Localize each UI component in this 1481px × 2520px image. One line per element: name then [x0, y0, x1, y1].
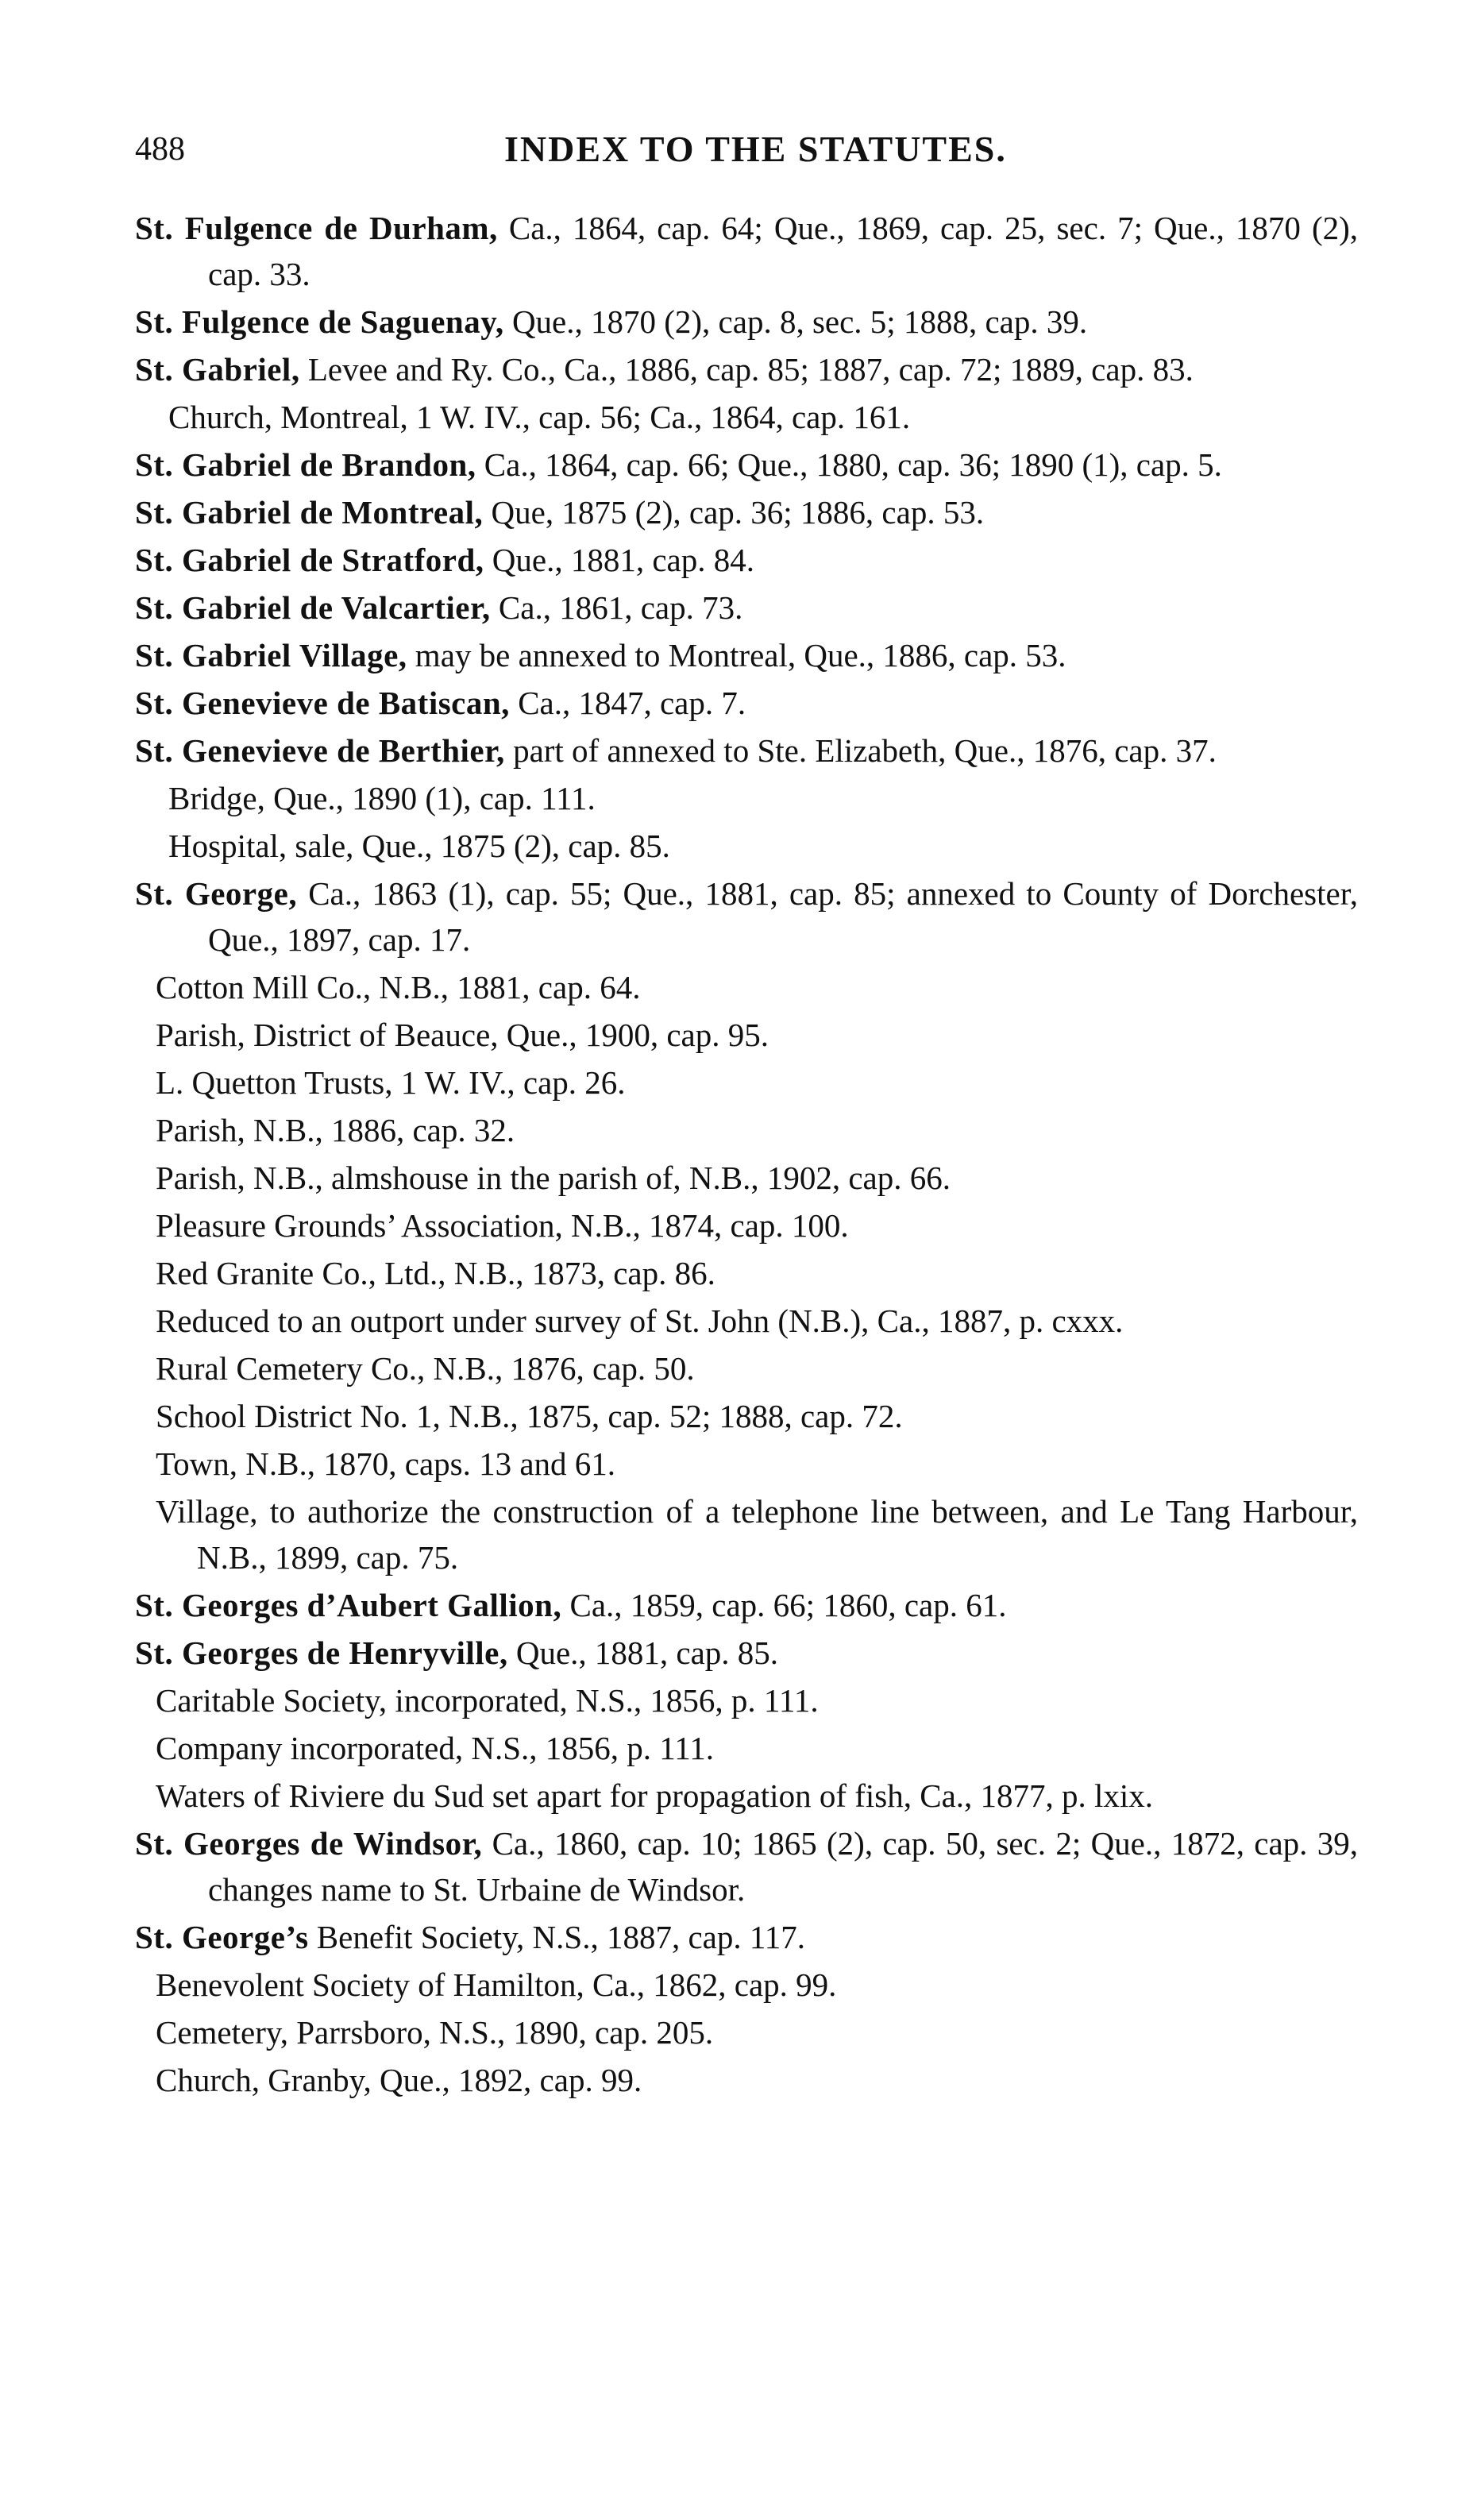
index-entries	[135, 205, 1358, 2105]
index-subentry	[135, 1962, 1358, 2008]
entry-text: Benefit Society, N.S., 1887, cap. 117.	[308, 1919, 806, 1955]
index-entry	[135, 1630, 1358, 1676]
entry-text: Ca., 1864, cap. 64; Que., 1869, cap. 25, sec. 7; Que., 1870 (2), cap. 33.	[208, 210, 1359, 292]
entry-text: Town, N.B., 1870, caps. 13 and 61.	[156, 1445, 616, 1482]
index-subentry	[135, 394, 1358, 440]
index-subentry	[135, 1773, 1358, 1819]
entry-text: Reduced to an outport under survey of St. John (N.B.), Ca., 1887, p. cxxx.	[156, 1302, 1124, 1339]
entry-text: Ca., 1861, cap. 73.	[490, 589, 743, 626]
entry-text: Village, to authorize the construction of a telephone line between, and Le Tang Harbour, N.B., 1899, cap. 75.	[156, 1493, 1358, 1576]
entry-text: Que., 1881, cap. 85.	[507, 1634, 779, 1671]
entry-text: Company incorporated, N.S., 1856, p. 111.	[156, 1730, 714, 1766]
index-entry	[135, 205, 1358, 297]
index-subentry	[135, 1725, 1358, 1771]
index-subentry	[135, 964, 1358, 1010]
index-entry	[135, 1820, 1358, 1912]
index-entry	[135, 442, 1358, 488]
entry-heading: St. Genevieve de Batiscan,	[135, 685, 510, 721]
entry-text: Red Granite Co., Ltd., N.B., 1873, cap. 86.	[156, 1255, 715, 1291]
index-entry	[135, 346, 1358, 392]
entry-text: Ca., 1864, cap. 66; Que., 1880, cap. 36; 1890 (1), cap. 5.	[476, 446, 1222, 483]
index-subentry	[135, 1677, 1358, 1723]
entry-text: Ca., 1859, cap. 66; 1860, cap. 61.	[561, 1587, 1007, 1623]
entry-heading: St. Georges de Windsor,	[135, 1825, 483, 1862]
entry-text: Ca., 1863 (1), cap. 55; Que., 1881, cap. 85; annexed to County of Dorchester, Que., 1897, cap. 17.	[208, 875, 1358, 958]
index-subentry	[135, 1250, 1358, 1296]
index-subentry	[135, 823, 1358, 869]
index-subentry	[135, 1155, 1358, 1201]
entry-heading: St. Gabriel de Brandon,	[135, 446, 476, 483]
entry-heading: St. Gabriel,	[135, 351, 300, 388]
entry-text: Church, Granby, Que., 1892, cap. 99.	[156, 2062, 642, 2098]
page-header	[135, 125, 1374, 181]
entry-heading: St. Fulgence de Durham,	[135, 210, 498, 246]
entry-heading: St. Fulgence de Saguenay,	[135, 303, 504, 340]
entry-heading: St. George,	[135, 875, 298, 912]
index-subentry	[135, 1012, 1358, 1058]
entry-heading: St. Georges de Henryville,	[135, 1634, 508, 1671]
entry-heading: St. Gabriel de Stratford,	[135, 542, 484, 578]
index-subentry	[135, 2009, 1358, 2055]
index-subentry	[135, 2057, 1358, 2103]
entry-text: Caritable Society, incorporated, N.S., 1856, p. 111.	[156, 1682, 819, 1719]
entry-text: School District No. 1, N.B., 1875, cap. 52; 1888, cap. 72.	[156, 1398, 903, 1434]
index-subentry	[135, 1107, 1358, 1153]
entry-text: Cotton Mill Co., N.B., 1881, cap. 64.	[156, 969, 641, 1005]
index-subentry	[135, 1059, 1358, 1106]
entry-text: may be annexed to Montreal, Que., 1886, cap. 53.	[407, 637, 1066, 673]
entry-text: L. Quetton Trusts, 1 W. IV., cap. 26.	[156, 1064, 626, 1101]
page-title: INDEX TO THE STATUTES.	[504, 129, 1007, 169]
index-entry	[135, 632, 1358, 678]
entry-text: Que., 1881, cap. 84.	[484, 542, 754, 578]
index-subentry	[135, 1488, 1358, 1580]
entry-text: Ca., 1860, cap. 10; 1865 (2), cap. 50, sec. 2; Que., 1872, cap. 39, changes name to St. Urbaine de Windsor.	[208, 1825, 1358, 1908]
index-entry	[135, 489, 1358, 535]
entry-heading: St. Gabriel de Montreal,	[135, 494, 484, 531]
index-entry	[135, 727, 1358, 774]
entry-heading: St. Georges d’Aubert Gallion,	[135, 1587, 562, 1623]
index-entry	[135, 1582, 1358, 1628]
entry-text: Que., 1870 (2), cap. 8, sec. 5; 1888, cap. 39.	[503, 303, 1088, 340]
entry-heading: St. Gabriel de Valcartier,	[135, 589, 491, 626]
index-entry	[135, 537, 1358, 583]
index-entry	[135, 870, 1358, 963]
index-subentry	[135, 1441, 1358, 1487]
index-subentry	[135, 1345, 1358, 1391]
index-subentry	[135, 1298, 1358, 1344]
index-subentry	[135, 775, 1358, 821]
entry-text: Parish, N.B., 1886, cap. 32.	[156, 1112, 515, 1148]
index-subentry	[135, 1202, 1358, 1248]
entry-heading: St. Gabriel Village,	[135, 637, 407, 673]
index-entry	[135, 299, 1358, 345]
entry-text: Waters of Riviere du Sud set apart for propagation of fish, Ca., 1877, p. lxix.	[156, 1777, 1154, 1814]
entry-text: Parish, District of Beauce, Que., 1900, cap. 95.	[156, 1017, 769, 1053]
entry-text: Levee and Ry. Co., Ca., 1886, cap. 85; 1887, cap. 72; 1889, cap. 83.	[299, 351, 1194, 388]
entry-text: Ca., 1847, cap. 7.	[509, 685, 746, 721]
index-subentry	[135, 1393, 1358, 1439]
page-number: 488	[135, 131, 185, 168]
entry-text: Benevolent Society of Hamilton, Ca., 1862, cap. 99.	[156, 1966, 837, 2003]
entry-text: Cemetery, Parrsboro, N.S., 1890, cap. 205.	[156, 2014, 714, 2051]
index-entry	[135, 585, 1358, 631]
entry-text: Bridge, Que., 1890 (1), cap. 111.	[168, 780, 596, 816]
entry-text: Rural Cemetery Co., N.B., 1876, cap. 50.	[156, 1350, 695, 1387]
entry-text: Parish, N.B., almshouse in the parish of, N.B., 1902, cap. 66.	[156, 1160, 951, 1196]
entry-text: Church, Montreal, 1 W. IV., cap. 56; Ca., 1864, cap. 161.	[168, 399, 911, 435]
entry-text: Pleasure Grounds’ Association, N.B., 1874, cap. 100.	[156, 1207, 849, 1244]
index-entry	[135, 1914, 1358, 1960]
index-entry	[135, 680, 1358, 726]
entry-heading: St. George’s	[135, 1919, 309, 1955]
entry-heading: St. Genevieve de Berthier,	[135, 732, 505, 769]
entry-text: Hospital, sale, Que., 1875 (2), cap. 85.	[168, 828, 670, 864]
entry-text: part of annexed to Ste. Elizabeth, Que., 1876, cap. 37.	[504, 732, 1217, 769]
entry-text: Que, 1875 (2), cap. 36; 1886, cap. 53.	[483, 494, 985, 531]
